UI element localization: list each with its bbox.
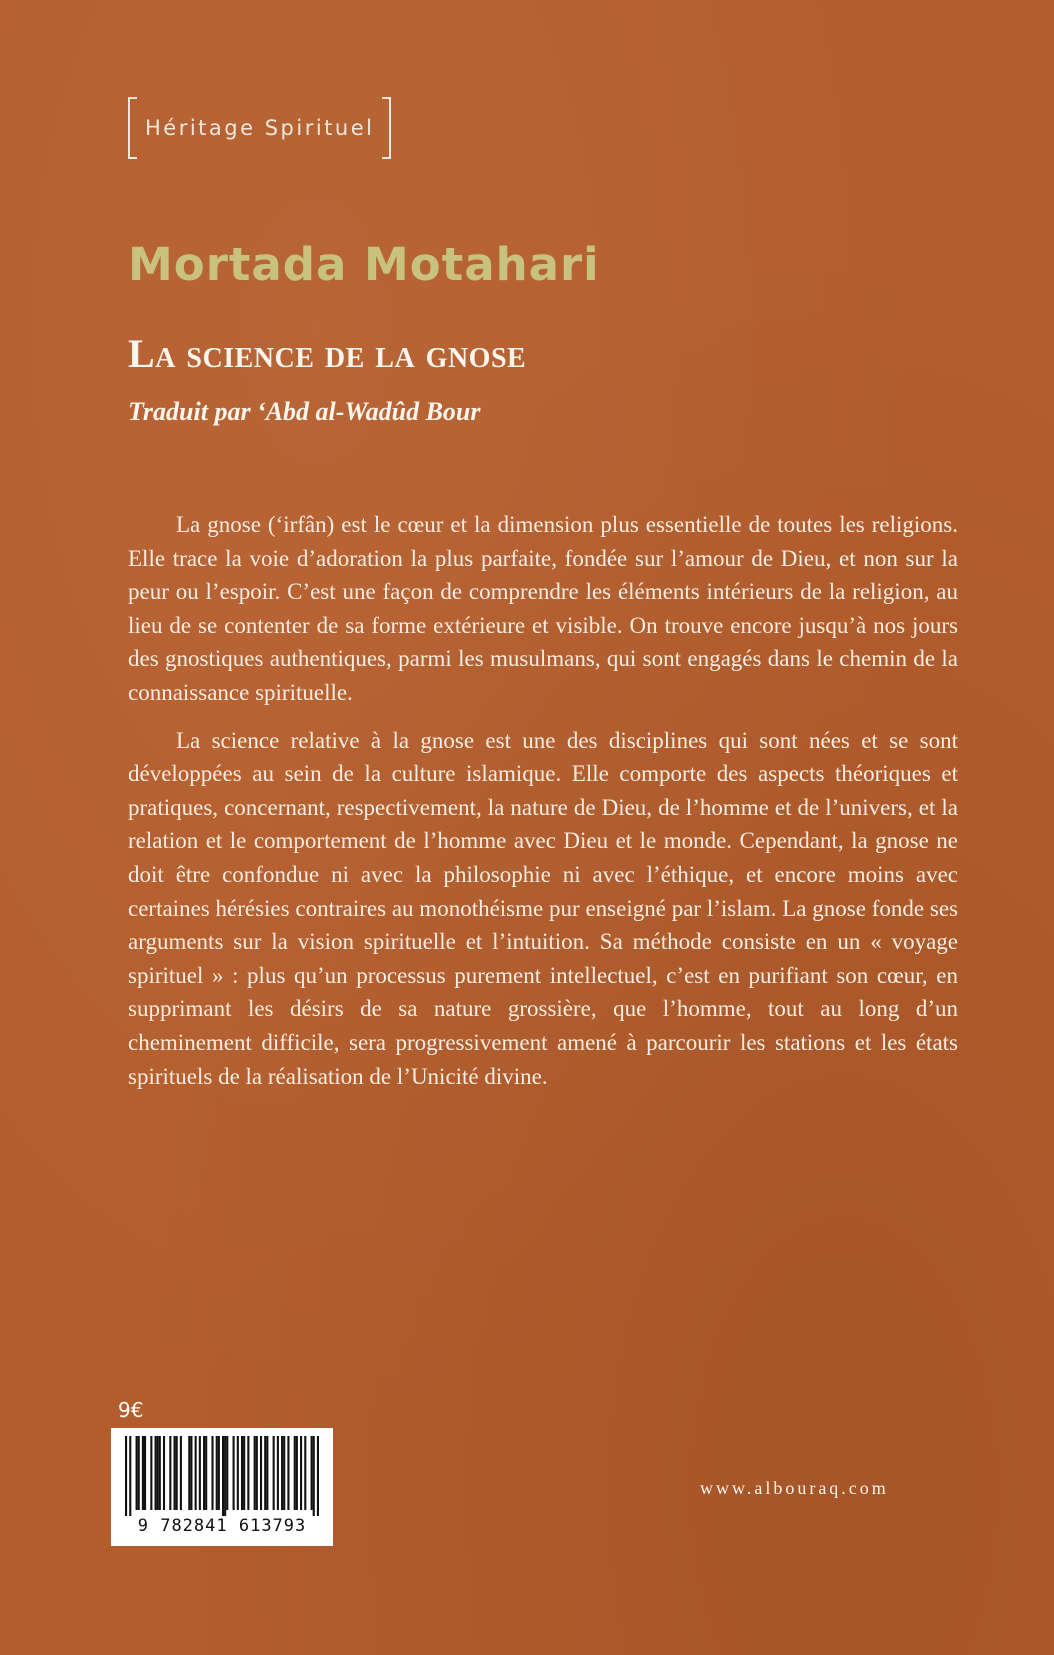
barcode-bar	[222, 1436, 224, 1516]
barcode-bar	[254, 1436, 256, 1510]
blurb-paragraph: La science relative à la gnose est une des disciplines qui sont nées et se sont développées au sein de la culture islamique. Elle comporte des aspects théoriques et pratiques, concernant, respectivement, la nature de Dieu, de l’homme et de l’univers, et la relation et le comportement de l’homme avec Dieu et le monde. Cependant, la gnose ne doit être confondue ni avec la philosophie ni avec l’éthique, et encore moins avec certaines hérésies contraires au monothéisme pur enseigné par l’islam. La gnose fonde ses arguments sur la vision spirituelle et l’intuition. Sa méthode consiste en un « voyage spirituel » : plus qu’un processus purement intellectuel, c’est en purifiant son cœur, en supprimant les désirs de sa nature grossière, que l’homme, tout au long d’un cheminement difficile, sera progressivement amené à parcourir les stations et les états spirituels de la réalisation de l’Unicité divine.	[128, 727, 958, 1089]
barcode-bar	[226, 1436, 228, 1510]
barcode-bar	[199, 1436, 201, 1510]
barcode-bar	[157, 1436, 159, 1510]
translator-credit: Traduit par ‘Abd al-Wadûd Bour	[128, 397, 481, 426]
barcode-bar	[294, 1436, 296, 1510]
barcode-bar	[163, 1436, 165, 1510]
barcode-bar	[136, 1436, 138, 1510]
barcode-bar	[138, 1436, 140, 1510]
blurb-paragraph: La gnose (‘irfân) est le cœur et la dimension plus essentielle de toutes les religions. Elle trace la voie d’adoration la plus parfaite, fondée sur l’amour de Dieu, et non sur la peur ou l’espoir. C’est une façon de comprendre les éléments intérieurs de la religion, au lieu de se contenter de sa forme extérieure et visible. On trouve encore jusqu’à nos jours des gnostiques authentiques, parmi les musulmans, qui sont engagés dans le chemin de la connaissance spirituelle.	[128, 512, 958, 705]
barcode-bar	[195, 1436, 197, 1510]
barcode-bar	[174, 1436, 176, 1510]
barcode-bar	[144, 1436, 146, 1510]
barcode-bar	[205, 1436, 207, 1510]
barcode-bar	[260, 1436, 262, 1510]
right-bracket	[382, 97, 391, 159]
barcode-bar	[266, 1436, 268, 1510]
barcode-bar	[218, 1436, 220, 1510]
barcode-bar	[180, 1436, 182, 1510]
barcode-bar	[304, 1436, 306, 1510]
barcode-bar	[224, 1436, 226, 1516]
series-name: Héritage Spirituel	[145, 116, 375, 140]
barcode-bar	[281, 1436, 283, 1510]
barcode-bar	[190, 1436, 192, 1510]
barcode-bar	[247, 1436, 249, 1510]
book-title: La science de la gnose	[128, 331, 527, 376]
price: 9€	[118, 1398, 144, 1422]
barcode-bar	[283, 1436, 285, 1510]
barcode-bar	[142, 1436, 144, 1510]
barcode-bar	[150, 1436, 152, 1510]
barcode-bar	[176, 1436, 178, 1510]
barcode-bar	[233, 1436, 235, 1510]
barcode-bar	[273, 1436, 275, 1510]
barcode-bar	[237, 1436, 239, 1510]
barcode-bar	[300, 1436, 302, 1510]
barcode-bar	[311, 1436, 313, 1510]
left-bracket	[128, 97, 137, 159]
barcode-bar	[241, 1436, 243, 1510]
barcode-bar	[243, 1436, 245, 1510]
barcode-bar	[277, 1436, 279, 1510]
blurb	[128, 508, 958, 1107]
barcode-bars	[125, 1436, 319, 1516]
publisher-website: www.albouraq.com	[700, 1478, 889, 1498]
barcode-bar	[155, 1436, 157, 1510]
barcode-bar	[188, 1436, 190, 1510]
series-label	[128, 96, 391, 160]
barcode-bar	[203, 1436, 205, 1510]
barcode-bar	[211, 1436, 213, 1510]
barcode-bar	[159, 1436, 161, 1510]
barcode-bar	[287, 1436, 289, 1510]
barcode-bar	[169, 1436, 171, 1510]
barcode-bar	[317, 1436, 319, 1516]
isbn-number: 9 782841 613793	[137, 1516, 307, 1536]
barcode-bar	[313, 1436, 315, 1516]
author-name: Mortada Motahari	[128, 238, 600, 291]
barcode-bar	[264, 1436, 266, 1510]
barcode-bar	[125, 1436, 127, 1516]
barcode	[111, 1428, 333, 1546]
barcode-bar	[256, 1436, 258, 1510]
barcode-bar	[129, 1436, 131, 1516]
barcode-bar	[296, 1436, 298, 1510]
barcode-bar	[216, 1436, 218, 1510]
